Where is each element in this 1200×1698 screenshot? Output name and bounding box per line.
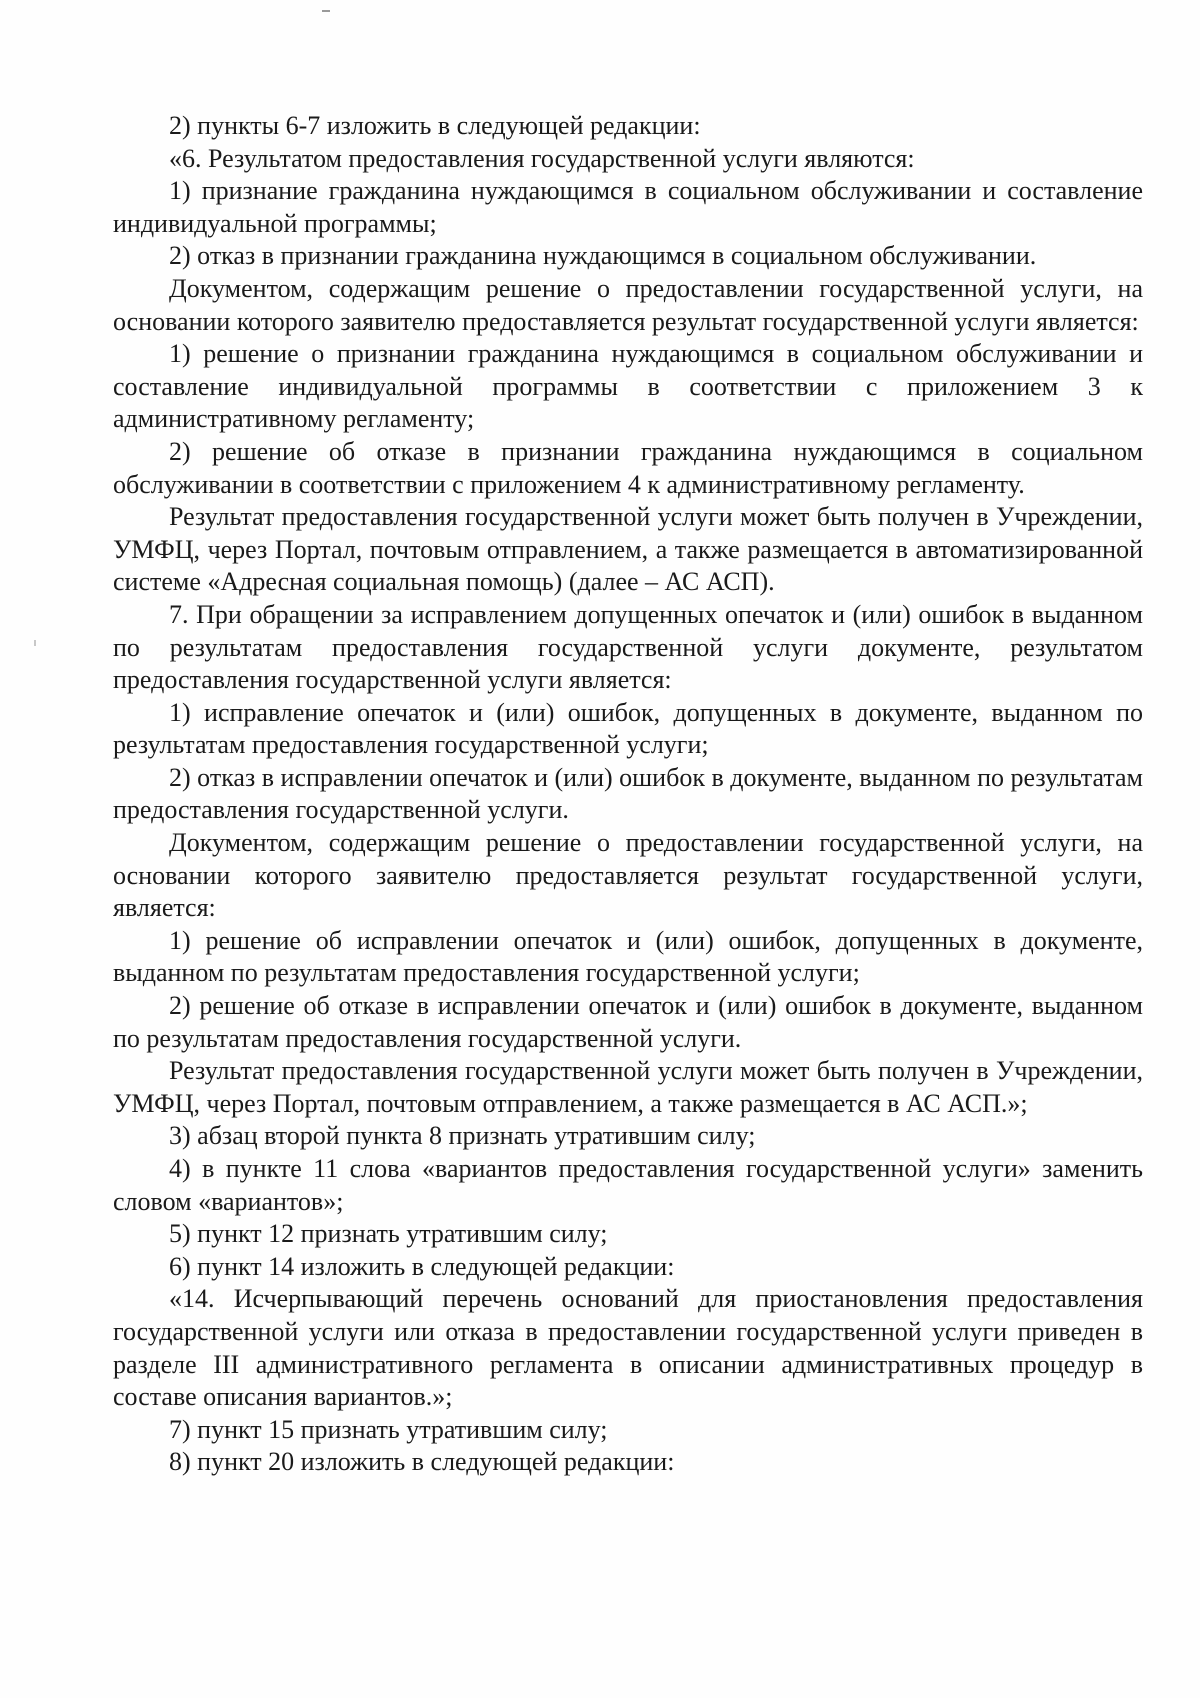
paragraph-decision-2: 2) решение об отказе в признании гражданина нуждающимся в социальном обслуживании в соответствии с приложением 4 к административному регламенту.	[113, 436, 1143, 499]
paragraph-item-7: 7. При обращении за исправлением допущенных опечаток и (или) ошибок в выданном по результатам предоставления государственной услуги документе, результатом предоставления государственной услуги является:	[113, 599, 1143, 695]
paragraph-amendment-3: 3) абзац второй пункта 8 признать утратившим силу;	[169, 1121, 756, 1151]
paragraph-amendment-7: 7) пункт 15 признать утратившим силу;	[169, 1414, 608, 1444]
scan-artifact	[34, 640, 36, 646]
paragraph-item-6-2: 2) отказ в признании гражданина нуждающимся в социальном обслуживании.	[169, 241, 1037, 271]
paragraph-decision-1: 1) решение о признании гражданина нуждающимся в социальном обслуживании и составление индивидуальной программы в соответствии с приложением 3 к административному регламенту;	[113, 339, 1143, 434]
paragraph-item-7-1: 1) исправление опечаток и (или) ошибок, допущенных в документе, выданном по результатам предоставления государственной услуги;	[113, 697, 1143, 760]
paragraph-item-14: «14. Исчерпывающий перечень оснований для приостановления предоставления государственной услуги или отказа в предоставлении государственной услуги приведен в разделе III административного регламента в описании административных процедур в составе описания вариантов.»;	[113, 1284, 1143, 1412]
paragraph-correction-1: 1) решение об исправлении опечаток и (или) ошибок, допущенных в документе, выданном по результатам предоставления государственной услуги;	[113, 925, 1143, 988]
paragraph-result-delivery: Результат предоставления государственной услуги может быть получен в Учреждении, УМФЦ, через Портал, почтовым отправлением, а также размещается в автоматизированной системе «Адресная социальная помощь) (далее – АС АСП).	[113, 502, 1143, 597]
paragraph-amendment-8: 8) пункт 20 изложить в следующей редакции:	[169, 1447, 675, 1477]
paragraph-amendment-6: 6) пункт 14 изложить в следующей редакции:	[169, 1251, 675, 1281]
paragraph-amendment-4: 4) в пункте 11 слова «вариантов предоставления государственной услуги» заменить словом «вариантов»;	[113, 1154, 1143, 1216]
paragraph-correction-document: Документом, содержащим решение о предоставлении государственной услуги, на основании которого заявителю предоставляется результат государственной услуги, является:	[113, 828, 1143, 923]
paragraph-item-6-1: 1) признание гражданина нуждающимся в социальном обслуживании и составление индивидуальной программы;	[113, 176, 1143, 238]
paragraph-decision-document: Документом, содержащим решение о предоставлении государственной услуги, на основании которого заявителю предоставляется результат государственной услуги является:	[113, 273, 1143, 336]
scan-artifact	[322, 10, 330, 12]
paragraph-result-delivery-2: Результат предоставления государственной услуги может быть получен в Учреждении, УМФЦ, через Портал, почтовым отправлением, а также размещается в АС АСП.»;	[113, 1056, 1143, 1118]
paragraph-amendment-5: 5) пункт 12 признать утратившим силу;	[169, 1219, 608, 1249]
document-body	[113, 110, 1143, 1479]
paragraph-correction-2: 2) решение об отказе в исправлении опечаток и (или) ошибок в документе, выданном по результатам предоставления государственной услуги.	[113, 991, 1143, 1053]
paragraph-item-7-2: 2) отказ в исправлении опечаток и (или) ошибок в документе, выданном по результатам предоставления государственной услуги.	[113, 762, 1143, 825]
paragraph-item-6: «6. Результатом предоставления государственной услуги являются:	[169, 143, 915, 173]
paragraph-amendment-2: 2) пункты 6-7 изложить в следующей редакции:	[169, 111, 701, 140]
